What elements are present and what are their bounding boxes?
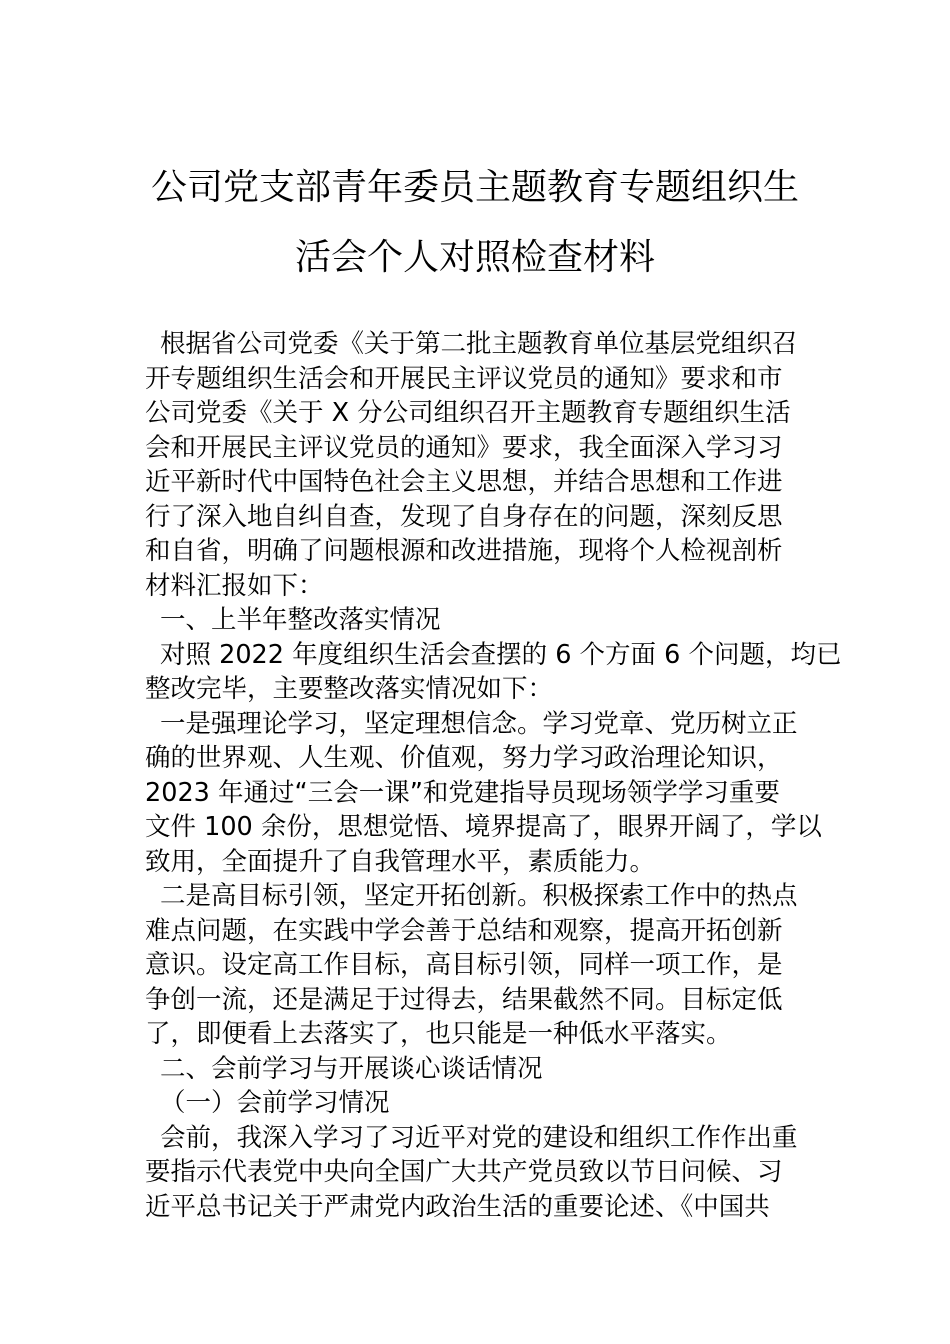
document-title-line-2: 活会个人对照检查材料 (294, 237, 655, 278)
paragraph-line: 争创一流，还是满足于过得去，结果截然不同。目标定低 (145, 984, 783, 1015)
paragraph-line: 确的世界观、人生观、价值观，努力学习政治理论知识， (145, 743, 783, 773)
paragraph-line: 会和开展民主评议党员的通知》要求，我全面深入学习习 (145, 432, 783, 463)
paragraph-line: 公司党委《关于 X 分公司组织召开主题教育专题组织生活 (145, 398, 791, 428)
paragraph-line: 行了深入地自纠自查，发现了自身存在的问题，深刻反思 (145, 501, 783, 532)
paragraph-line: 一是强理论学习，坚定理想信念。学习党章、党历树立正 (160, 708, 798, 739)
paragraph-line: 二是高目标引领，坚定开拓创新。积极探索工作中的热点 (160, 881, 798, 911)
paragraph-line: 材料汇报如下： (145, 570, 324, 601)
paragraph-line: 意识。设定高工作目标，高目标引领，同样一项工作，是 (145, 950, 783, 980)
paragraph-line: 会前，我深入学习了习近平对党的建设和组织工作作出重 (160, 1122, 798, 1153)
paragraph-line: 难点问题，在实践中学会善于总结和观察，提高开拓创新 (145, 915, 783, 946)
document-body (145, 327, 842, 1224)
paragraph-line: 和自省，明确了问题根源和改进措施，现将个人检视剖析 (145, 536, 783, 566)
paragraph-line: 致用，全面提升了自我管理水平，素质能力。 (145, 846, 656, 877)
paragraph-line: 根据省公司党委《关于第二批主题教育单位基层党组织召 (160, 329, 798, 359)
paragraph-line: 近平新时代中国特色社会主义思想，并结合思想和工作进 (145, 467, 783, 497)
paragraph-line: 近平总书记关于严肃党内政治生活的重要论述、《中国共 (145, 1191, 770, 1222)
paragraph-line: 整改完毕，主要整改落实情况如下： (145, 674, 554, 704)
paragraph-line: 要指示代表党中央向全国广大共产党员致以节日问候、习 (145, 1157, 783, 1187)
paragraph-line: 开专题组织生活会和开展民主评议党员的通知》要求和市 (145, 363, 783, 394)
section-heading: 一、上半年整改落实情况 (160, 605, 441, 635)
document-title-line-1: 公司党支部青年委员主题教育专题组织生 (150, 167, 799, 208)
paragraph-line: 文件 100 余份，思想觉悟、境界提高了，眼界开阔了，学以 (145, 812, 822, 842)
subsection-heading: （一）会前学习情况 (160, 1088, 390, 1118)
paragraph-line: 对照 2022 年度组织生活会查摆的 6 个方面 6 个问题，均已 (160, 639, 842, 670)
paragraph-line: 2023 年通过“三会一课”和党建指导员现场领学学习重要 (145, 777, 780, 808)
section-heading: 二、会前学习与开展谈心谈话情况 (160, 1053, 543, 1084)
paragraph-line: 了，即便看上去落实了，也只能是一种低水平落实。 (145, 1019, 732, 1049)
